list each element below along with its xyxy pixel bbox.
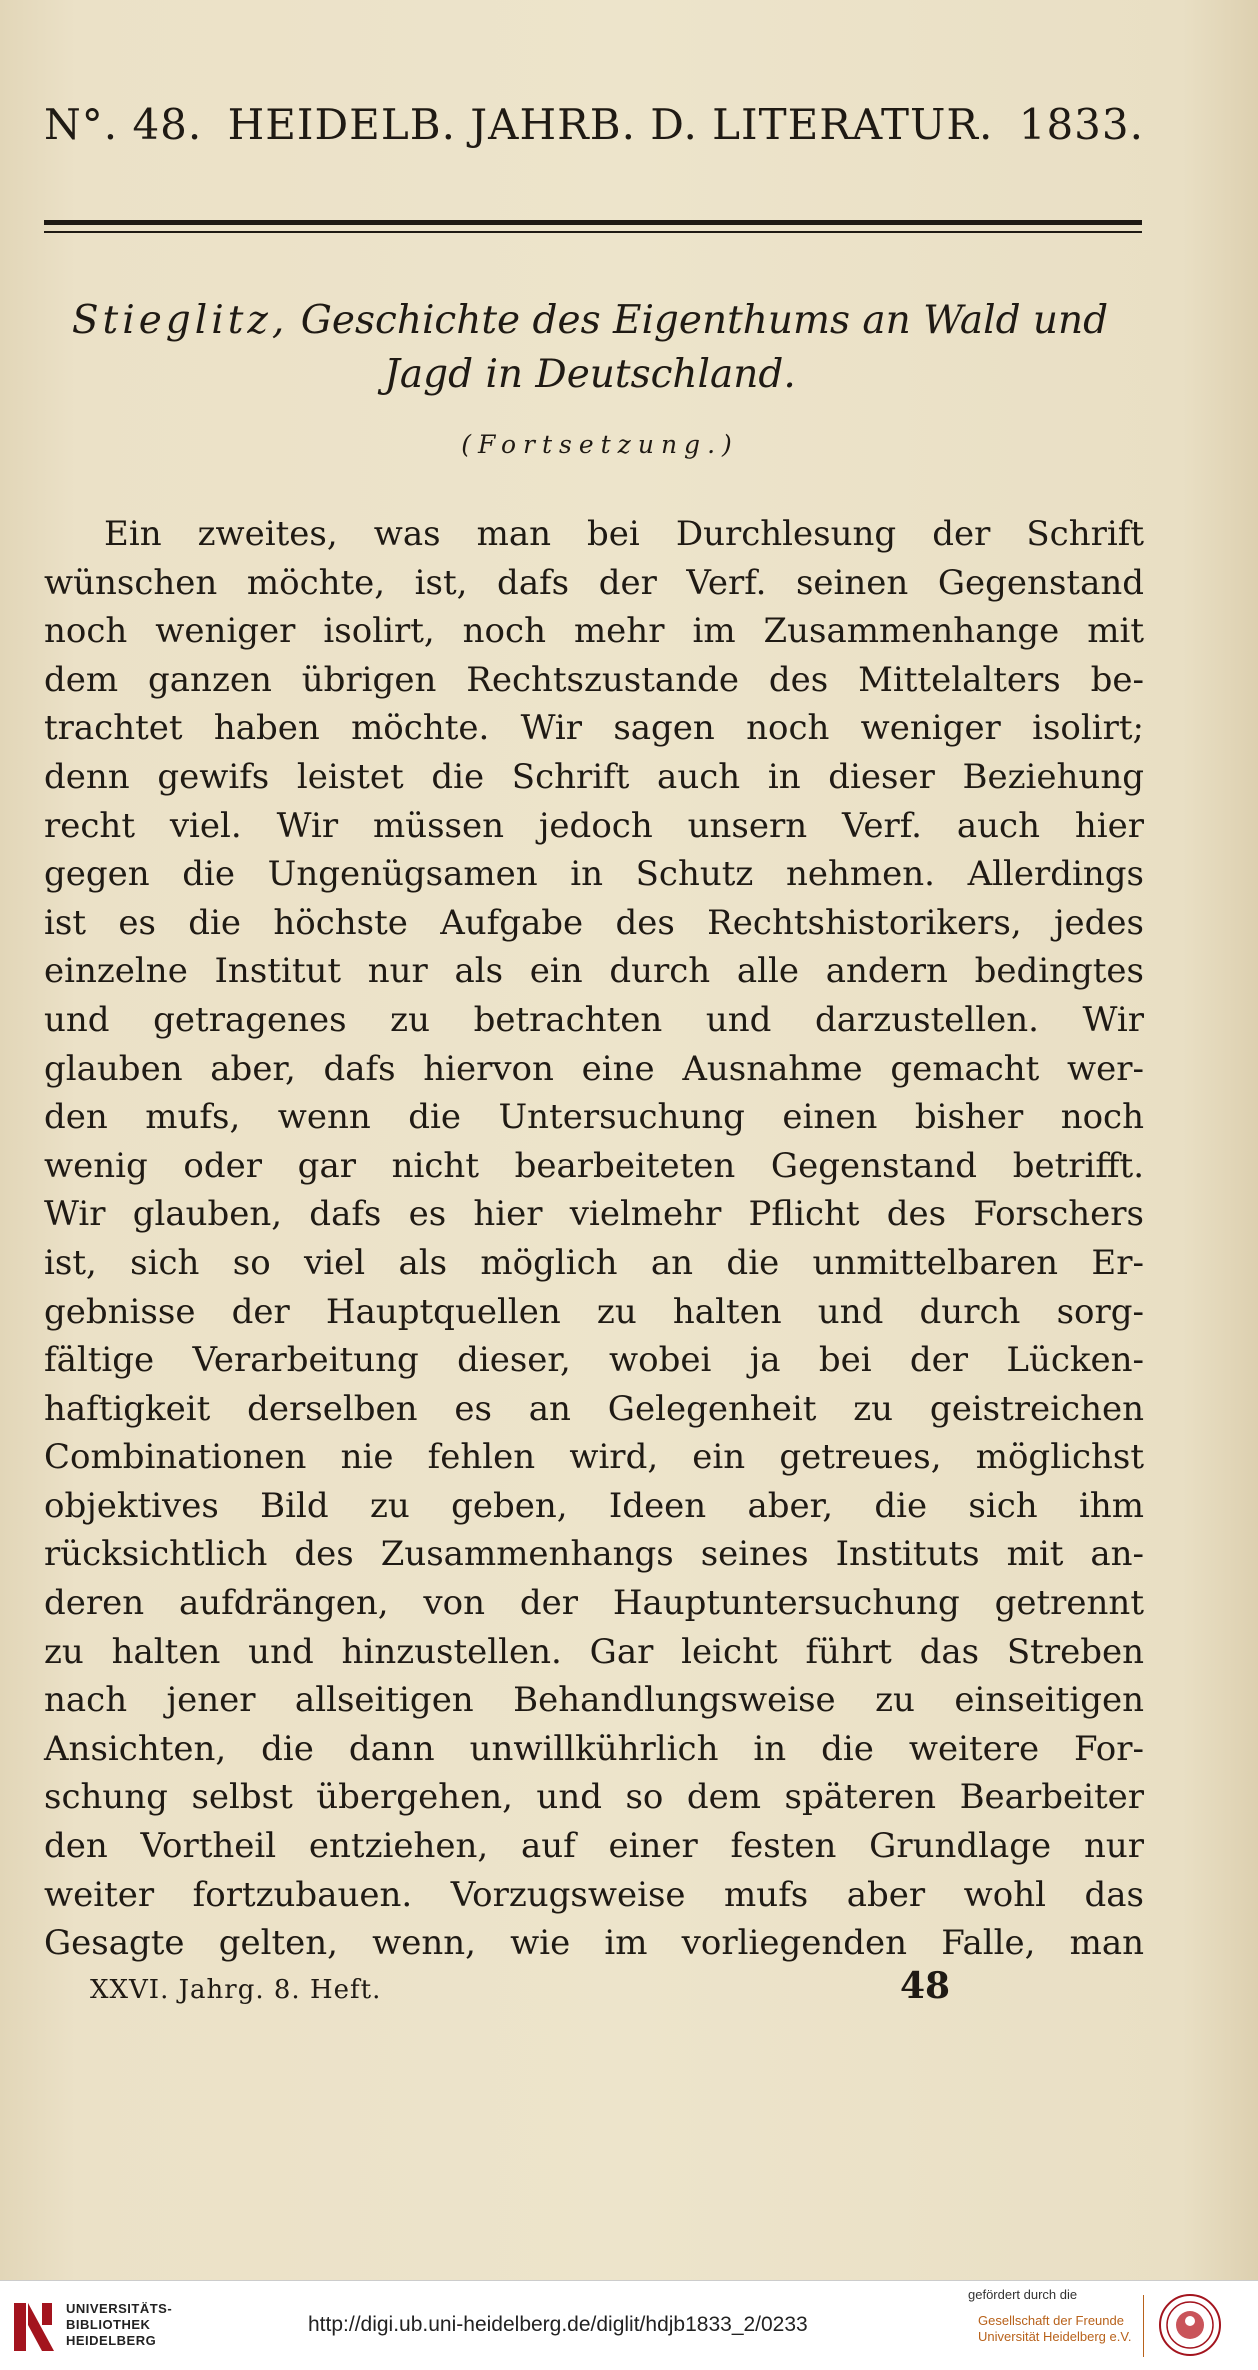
sponsor-name (978, 2313, 1131, 2345)
text-line: objektives Bild zu geben, Ideen aber, die sich ihm (44, 1485, 1144, 1526)
text-line: wünschen möchte, ist, dafs der Verf. seinen Gegenstand (44, 562, 1144, 603)
university-seal-icon (1158, 2293, 1222, 2357)
library-name (66, 2301, 172, 2349)
text-line: schung selbst übergehen, und so dem späteren Bearbeiter (44, 1777, 1144, 1818)
body-text (44, 510, 1144, 1968)
issue-number: N°. 48. (44, 100, 203, 149)
text-line: und getragenes zu betrachten und darzustellen. Wir (44, 999, 1144, 1040)
text-line: den mufs, wenn die Untersuchung einen bisher noch (44, 1097, 1144, 1138)
text-line: einzelne Institut nur als ein durch alle andern bedingtes (44, 951, 1144, 992)
text-line: haftigkeit derselben es an Gelegenheit zu geistreichen (44, 1388, 1144, 1429)
text-line: wenig oder gar nicht bearbeiteten Gegenstand betrifft. (44, 1145, 1144, 1186)
text-line: Wir glauben, dafs es hier vielmehr Pflicht des Forschers (44, 1194, 1144, 1235)
text-line: rücksichtlich des Zusammenhangs seines Instituts mit an- (44, 1534, 1144, 1575)
text-line: deren aufdrängen, von der Hauptuntersuchung getrennt (44, 1583, 1144, 1624)
text-line: ist, sich so viel als möglich an die unmittelbaren Er- (44, 1242, 1144, 1283)
text-line: denn gewifs leistet die Schrift auch in dieser Beziehung (44, 756, 1144, 797)
text-line: fältige Verarbeitung dieser, wobei ja bei der Lücken- (44, 1340, 1144, 1381)
text-line: weiter fortzubauen. Vorzugsweise mufs aber wohl das (44, 1874, 1144, 1915)
printer-signature: XXVI. Jahrg. 8. Heft. (90, 1975, 382, 2005)
text-line: Gesagte gelten, wenn, wie im vorliegenden Falle, man (44, 1923, 1144, 1964)
article-author: Stieglitz, (71, 298, 289, 343)
journal-title: HEIDELB. JAHRB. D. LITERATUR. (227, 100, 994, 149)
permalink-url[interactable]: http://digi.ub.uni-heidelberg.de/diglit/hdjb1833_2/0233 (308, 2313, 808, 2336)
header-rule-thick (44, 220, 1142, 225)
article-title-line-1 (30, 294, 1150, 348)
page-number: 48 (900, 1965, 951, 2007)
text-line: noch weniger isolirt, noch mehr im Zusammenhange mit (44, 611, 1144, 652)
digitization-footer (0, 2280, 1258, 2370)
library-name-line-2: BIBLIOTHEK (66, 2317, 151, 2332)
text-line: zu halten und hinzustellen. Gar leicht führt das Streben (44, 1631, 1144, 1672)
continuation-note: (Fortsetzung.) (461, 430, 739, 459)
sponsor-name-line-2: Universität Heidelberg e.V. (978, 2329, 1132, 2344)
text-line: glauben aber, dafs hiervon eine Ausnahme gemacht wer- (44, 1048, 1144, 1089)
text-line: nach jener allseitigen Behandlungsweise zu einseitigen (44, 1680, 1144, 1721)
journal-year: 1833. (1018, 100, 1144, 149)
text-line: den Vortheil entziehen, auf einer festen Grundlage nur (44, 1826, 1144, 1867)
footer-separator (1143, 2295, 1144, 2357)
text-line: gegen die Ungenügsamen in Schutz nehmen. Allerdings (44, 854, 1144, 895)
article-title-line-2: Jagd in Deutschland. (384, 352, 796, 397)
header-rule-thin (44, 231, 1142, 233)
article-title-text: Geschichte des Eigenthums an Wald und (300, 298, 1109, 343)
funded-by-label: gefördert durch die (968, 2287, 1078, 2302)
sponsor-name-line-1: Gesellschaft der Freunde (978, 2313, 1124, 2328)
text-line: Ansichten, die dann unwillkührlich in die weitere For- (44, 1728, 1144, 1769)
text-line: ist es die höchste Aufgabe des Rechtshistorikers, jedes (44, 902, 1144, 943)
text-line: Combinationen nie fehlen wird, ein getreues, möglichst (44, 1437, 1144, 1478)
text-line: gebnisse der Hauptquellen zu halten und durch sorg- (44, 1291, 1144, 1332)
text-line: Ein zweites, was man bei Durchlesung der Schrift (104, 514, 1144, 554)
text-line: trachtet haben möchte. Wir sagen noch weniger isolirt; (44, 708, 1144, 749)
university-library-logo-icon (12, 2295, 56, 2357)
library-name-line-3: HEIDELBERG (66, 2333, 157, 2348)
running-head (44, 100, 1144, 149)
text-line: recht viel. Wir müssen jedoch unsern Verf. auch hier (44, 805, 1144, 846)
article-title (30, 294, 1150, 402)
library-name-line-1: UNIVERSITÄTS- (66, 2301, 173, 2316)
text-line: dem ganzen übrigen Rechtszustande des Mittelalters be- (44, 659, 1144, 700)
